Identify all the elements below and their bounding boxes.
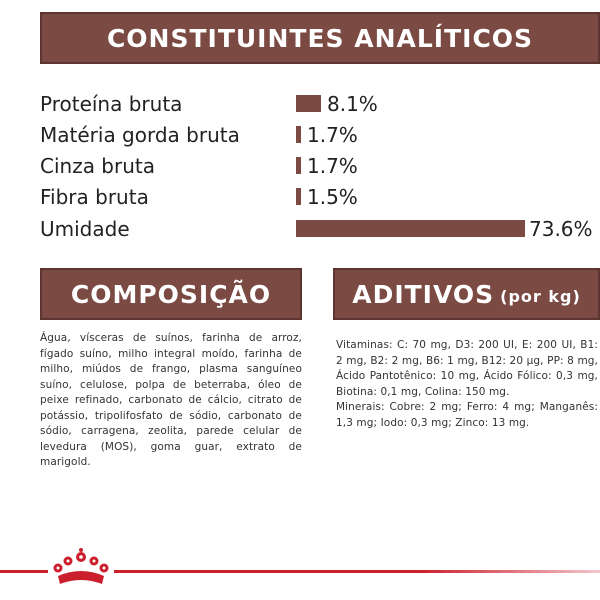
composition-text: Água, vísceras de suínos, farinha de arroz, fígado suíno, milho integral moído, farinha de milho, miúdos de frango, plasma sanguíneo suíno, celulose, polpa de beterraba, óleo de peixe refinado, carbonato de cálcio, citrato de potássio, tripolifosfato de sódio, carbonato de sódio, carragena, zeolita, parede celular de levedura (MOS), goma guar, extrato de marigold. (40, 332, 302, 468)
additives-minerals: Minerais: Cobre: 2 mg; Ferro: 4 mg; Manganês: 1,3 mg; Iodo: 0,3 mg; Zinco: 13 mg. (336, 401, 598, 429)
analytics-bar (296, 220, 525, 237)
analytics-banner (40, 12, 600, 64)
analytics-value: 1.7% (307, 123, 358, 147)
brand-logo (48, 544, 114, 588)
analytics-bar (296, 95, 321, 112)
additives-title: ADITIVOS (352, 279, 495, 309)
analytics-row (40, 90, 600, 118)
composition-banner (40, 268, 302, 320)
crown-icon (50, 548, 112, 588)
analytics-value: 8.1% (327, 92, 378, 116)
additives-banner (333, 268, 600, 320)
analytics-row (40, 121, 600, 149)
analytics-row (40, 152, 600, 180)
analytics-value: 1.7% (307, 154, 358, 178)
additives-vitamins: Vitaminas: C: 70 mg, D3: 200 UI, E: 200 UI, B1: 2 mg, B2: 2 mg, B6: 1 mg, B12: 20 µg, PP: 8 mg, Ácido Pantotênico: 10 mg, Ácido Fólico: 0,3 mg, Biotina: 0,1 mg, Colina: 150 mg. (336, 339, 598, 398)
additives-text (336, 338, 598, 431)
analytics-label: Umidade (40, 217, 130, 241)
analytics-value: 73.6% (529, 217, 593, 241)
analytics-value: 1.5% (307, 185, 358, 209)
analytics-label: Fibra bruta (40, 185, 149, 209)
analytics-bar (296, 188, 301, 205)
additives-title-suffix: (por kg) (500, 286, 581, 306)
analytics-bar (296, 157, 301, 174)
analytics-row (40, 183, 600, 211)
composition-title: COMPOSIÇÃO (70, 279, 272, 309)
analytics-title: CONSTITUINTES ANALÍTICOS (106, 23, 534, 53)
analytics-label: Cinza bruta (40, 154, 155, 178)
analytics-label: Proteína bruta (40, 92, 183, 116)
analytics-bar (296, 126, 301, 143)
analytics-label: Matéria gorda bruta (40, 123, 240, 147)
analytics-row (40, 215, 600, 243)
